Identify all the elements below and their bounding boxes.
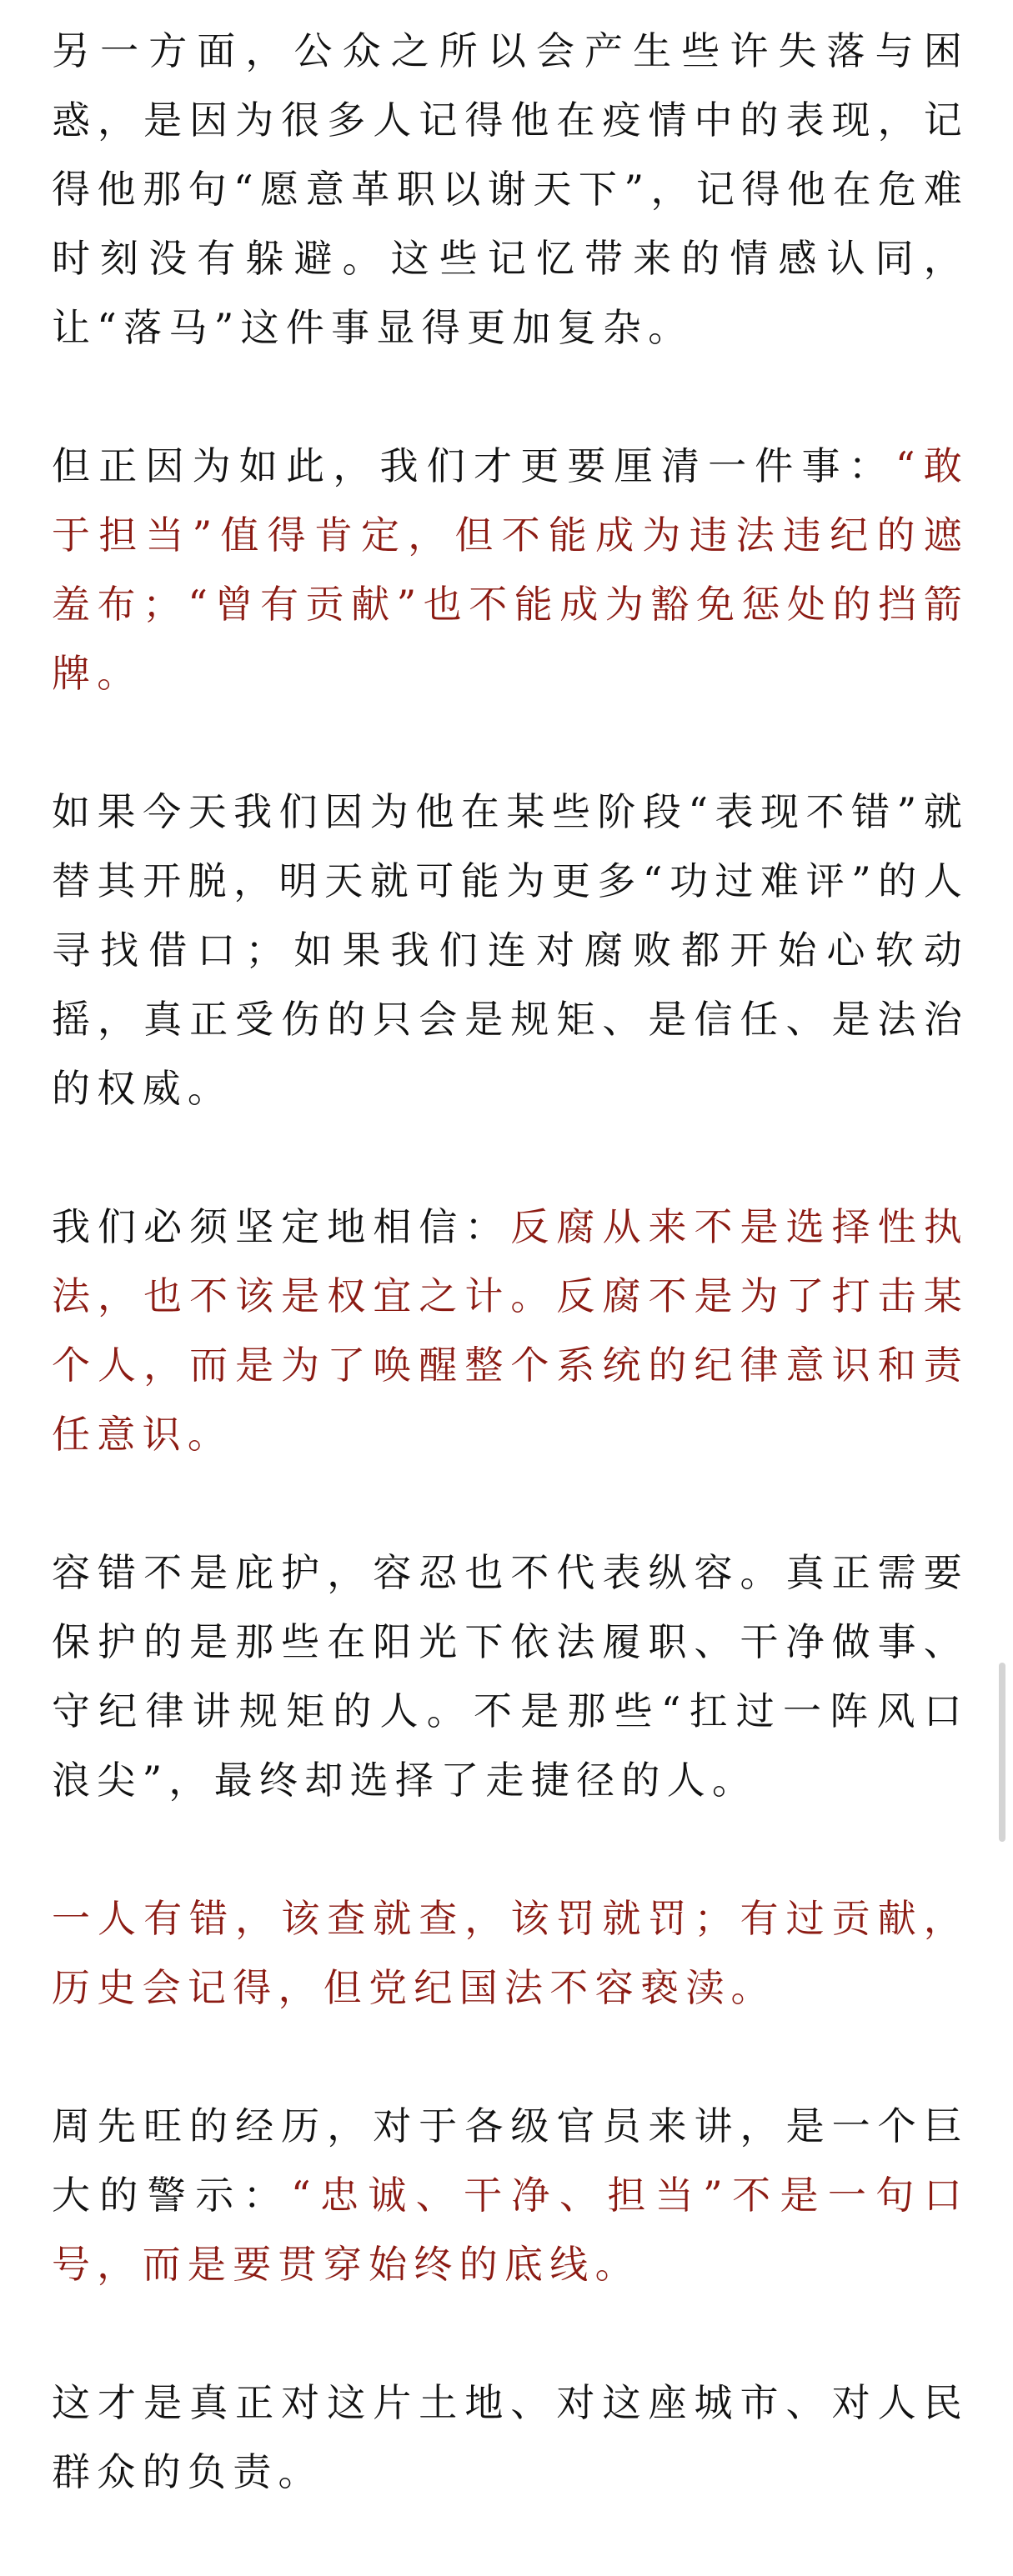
paragraph-text: 我们必须坚定地相信： [52, 1204, 511, 1249]
emphasis-text: “忠诚、干净、担当”不是一句口号，而是要贯穿始终的底线。 [52, 2173, 969, 2287]
paragraph-anti-corruption [52, 1193, 969, 1469]
article-body [52, 17, 969, 2576]
paragraph-text: 周先旺的经历，对于各级官员来讲，是一个巨大的警示： [52, 2103, 969, 2218]
paragraph-excuses [52, 778, 969, 1123]
paragraph-public-confusion [52, 17, 969, 363]
vertical-scrollbar-thumb[interactable] [999, 1663, 1005, 1842]
paragraph-accountability [52, 1884, 969, 2023]
paragraph-conclusion [52, 2368, 969, 2507]
paragraph-warning [52, 2092, 969, 2299]
paragraph-tolerance [52, 1538, 969, 1815]
paragraph-text: 另一方面，公众之所以会产生些许失落与困惑，是因为很多人记得他在疫情中的表现，记得他那句“愿意革职以谢天下”，记得他在危难时刻没有躲避。这些记忆带来的情感认同，让“落马”这件事显得更加复杂。 [52, 28, 969, 350]
paragraph-clarify [52, 432, 969, 708]
emphasis-text: 一人有错，该查就查，该罚就罚；有过贡献，历史会记得，但党纪国法不容亵渎。 [52, 1896, 969, 2010]
emphasis-text: 反腐从来不是选择性执法，也不该是权宜之计。反腐不是为了打击某个人，而是为了唤醒整个系统的纪律意识和责任意识。 [52, 1204, 970, 1457]
emphasis-text: “敢于担当”值得肯定，但不能成为违法违纪的遮羞布；“曾有贡献”也不能成为豁免惩处的挡箭牌。 [52, 443, 969, 696]
paragraph-text: 这才是真正对这片土地、对这座城市、对人民群众的负责。 [52, 2380, 969, 2494]
paragraph-text: 如果今天我们因为他在某些阶段“表现不错”就替其开脱，明天就可能为更多“功过难评”的人寻找借口；如果我们连对腐败都开始心软动摇，真正受伤的只会是规矩、是信任、是法治的权威。 [52, 789, 969, 1111]
paragraph-text: 容错不是庇护，容忍也不代表纵容。真正需要保护的是那些在阳光下依法履职、干净做事、守纪律讲规矩的人。不是那些“扛过一阵风口浪尖”，最终却选择了走捷径的人。 [52, 1550, 969, 1803]
paragraph-text: 但正因为如此，我们才更要厘清一件事： [52, 443, 895, 488]
